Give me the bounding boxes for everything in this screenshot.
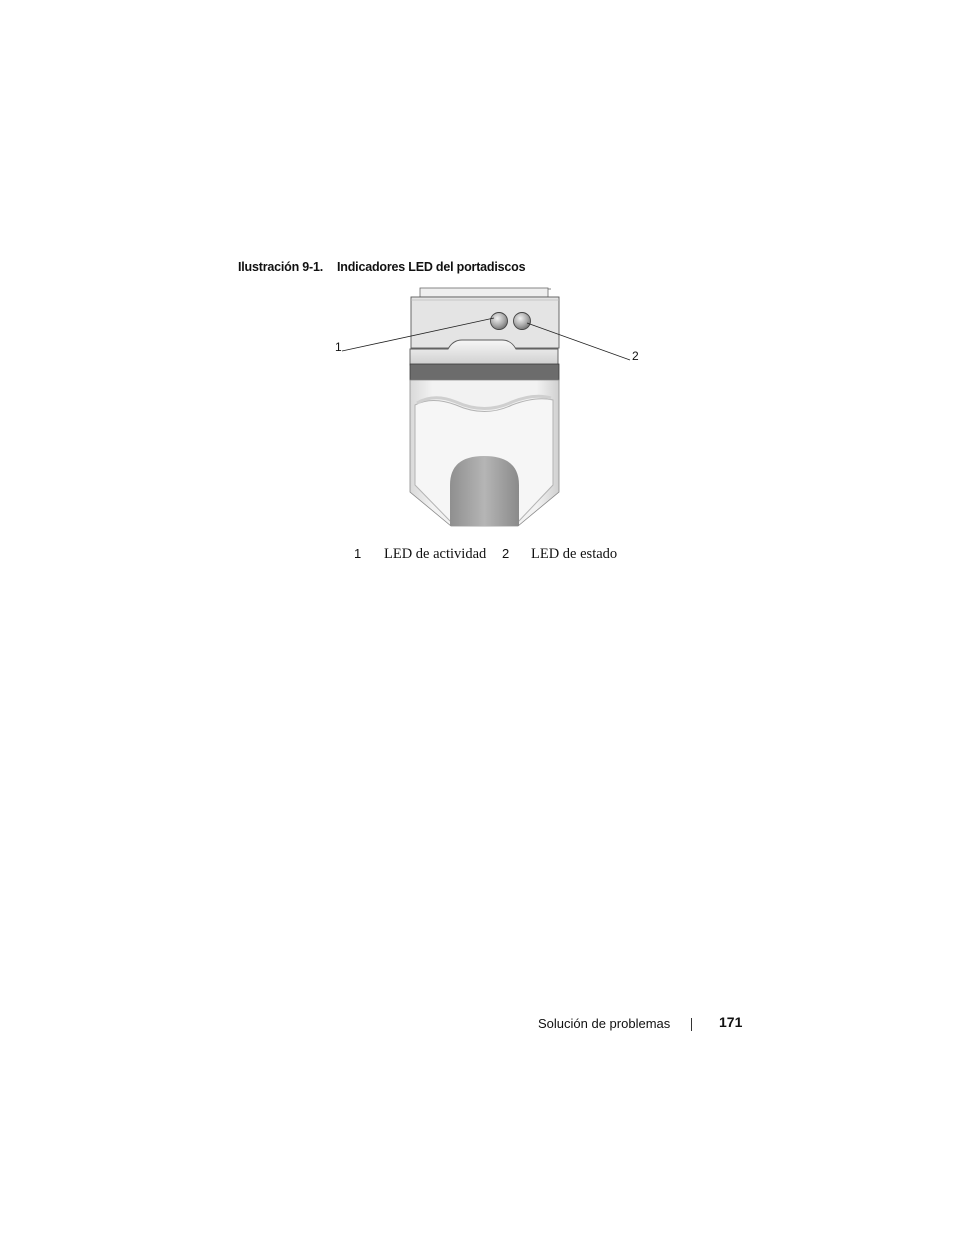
legend-number-1: 1 <box>354 546 362 561</box>
figure-legend <box>354 545 617 563</box>
footer-section-title: Solución de problemas <box>538 1016 671 1031</box>
figure-label: Ilustración 9-1. <box>238 260 324 274</box>
page-footer <box>538 1014 743 1033</box>
figure-caption <box>238 260 525 274</box>
callout-2: 2 <box>632 349 639 363</box>
activity-led-icon <box>491 313 508 330</box>
legend-number-2: 2 <box>502 546 510 561</box>
legend-label-1: LED de actividad <box>384 546 487 562</box>
drive-carrier-illustration <box>320 280 660 535</box>
drive-carrier-icon <box>320 280 660 535</box>
status-led-icon <box>514 313 531 330</box>
legend-label-2: LED de estado <box>531 546 618 562</box>
figure-title: Indicadores LED del portadiscos <box>337 260 526 274</box>
callout-1: 1 <box>335 340 342 354</box>
page-number: 171 <box>719 1014 743 1030</box>
footer-separator <box>691 1018 692 1031</box>
